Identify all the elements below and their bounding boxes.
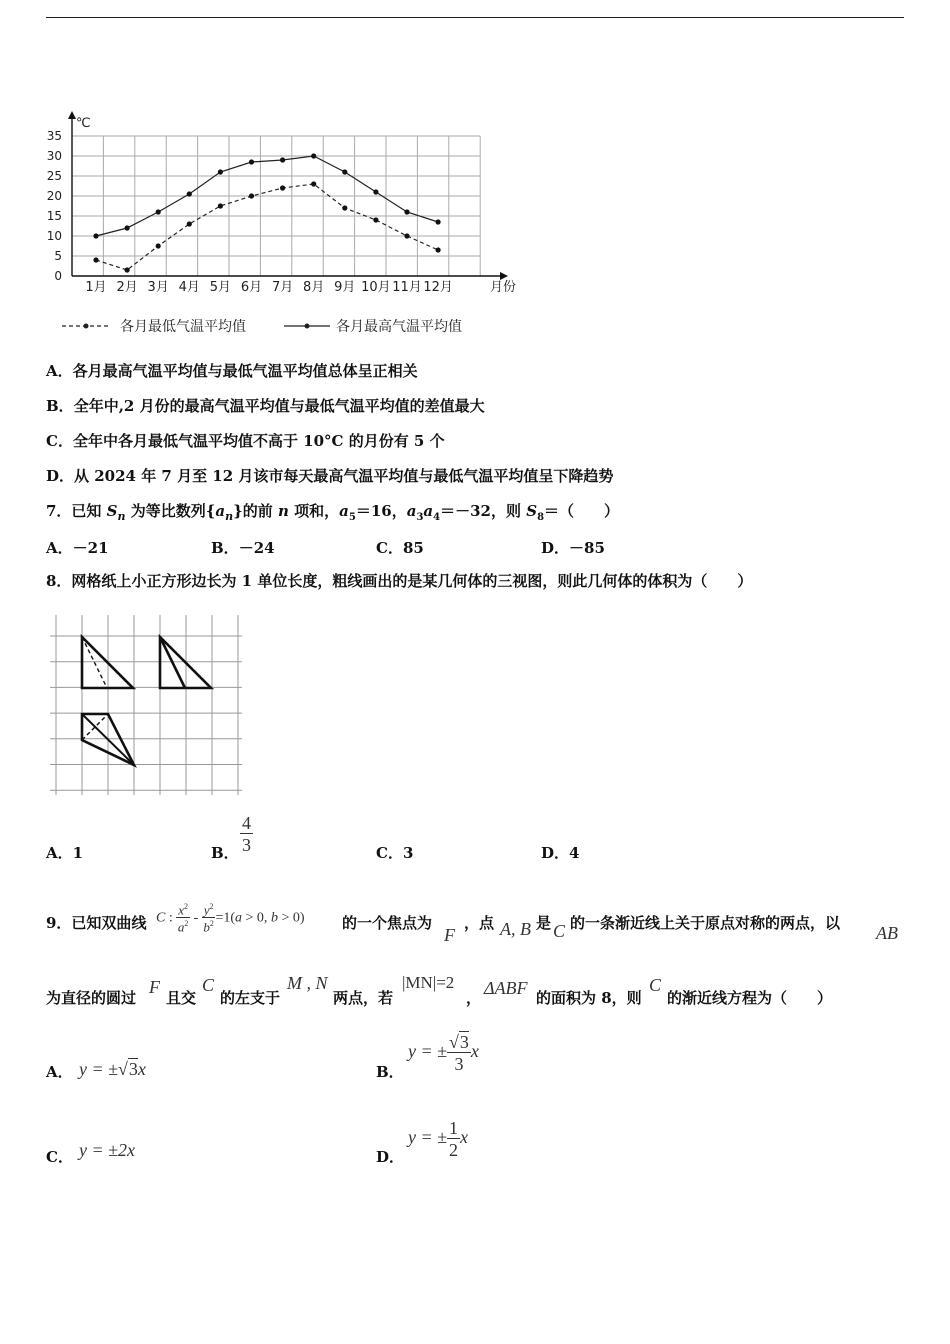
q9-asymptote-c: C (649, 975, 662, 995)
q8-option-b-fraction: $\frac{4}{3}$ (242, 813, 251, 855)
three-view-grid-figure (50, 615, 245, 800)
point-low (280, 185, 285, 190)
q9-option-b-letter: B． (376, 1063, 404, 1081)
x-tick-label: 2月 (116, 280, 138, 295)
q9-intersect-c: C (202, 975, 215, 995)
q9-stem-focus: 的一个焦点为 (342, 914, 433, 932)
q6-option-b: B．全年中,2 月份的最高气温平均值与最低气温平均值的差值最大 (46, 397, 485, 415)
q6-option-d: D．从 2024 年 7 月至 12 月该市每天最高气温平均值与最低气温平均值呈下降趋势 (46, 467, 614, 485)
x-tick-label: 6月 (240, 280, 263, 295)
legend (62, 318, 462, 335)
y-unit-label: ℃ (76, 116, 91, 131)
q7-stem: 7．已知 $S_n$ 为等比数列$\{a_n\}$的前 n 项和，$a_5=16$，$a_3a_4=-32$，则 $S_8=$（ ） (46, 502, 620, 523)
q9-stem-question: 的渐近线方程为（ ） (667, 989, 833, 1007)
y-tick-label: 30 (46, 149, 62, 163)
point-high (404, 209, 409, 214)
point-high (218, 169, 223, 174)
point-high (156, 209, 161, 214)
q9-focus-f: F (444, 925, 455, 945)
q9-option-c-letter: C． (46, 1148, 73, 1166)
header-rule (46, 17, 904, 18)
point-high (311, 153, 316, 158)
point-high (93, 233, 98, 238)
point-high (125, 225, 130, 230)
q8-stem: 8．网格纸上小正方形边长为 1 单位长度，粗线画出的是某几何体的三视图，则此几何体的体积为（ ） (46, 572, 753, 590)
q9-stem-is: 是 (536, 914, 552, 932)
point-high (342, 169, 347, 174)
point-low (436, 247, 441, 252)
q9-stem-start: 9．已知双曲线 (46, 914, 147, 932)
x-tick-label: 7月 (271, 280, 294, 295)
q8-option-a: A．1 (46, 844, 84, 862)
q7-option-b: B．－24 (211, 539, 275, 557)
legend-dashed-marker (84, 324, 89, 329)
q9-stem-left-branch: 的左支于 (220, 989, 281, 1007)
x-tick-label: 11月 (392, 280, 422, 295)
q7-option-a: A．－21 (46, 539, 109, 557)
q7-option-d: D．－85 (541, 539, 605, 557)
q9-curve-c: C (553, 921, 566, 941)
temperature-line-chart (40, 105, 540, 345)
y-tick-label: 15 (46, 209, 62, 223)
q9-option-a-letter: A． (46, 1063, 73, 1081)
q9-points-mn: M , N (287, 973, 328, 993)
x-tick-label: 5月 (209, 280, 232, 295)
x-tick-label: 3月 (147, 280, 169, 295)
point-low (249, 193, 254, 198)
x-tick-label: 1月 (85, 280, 107, 295)
y-axis-arrow (68, 111, 76, 119)
q9-triangle-abf: ΔABF (484, 978, 528, 998)
x-tick-label: 12月 (423, 280, 453, 295)
point-high (249, 159, 254, 164)
x-tick-label: 9月 (334, 280, 356, 295)
q9-passes-f: F (149, 977, 160, 997)
q9-option-a-expr: y = ±√3x (79, 1059, 146, 1079)
x-tick-label: 10月 (361, 280, 391, 295)
q9-stem-two-points: 两点，若 (333, 989, 394, 1007)
q9-option-d-letter: D． (376, 1148, 405, 1166)
point-low (404, 233, 409, 238)
point-low (125, 267, 130, 272)
x-axis-arrow (500, 272, 508, 280)
point-low (187, 221, 192, 226)
y-tick-label: 0 (54, 269, 62, 283)
q9-stem-intersect: 且交 (166, 989, 197, 1007)
q9-stem-asymptote: 的一条渐近线上关于原点对称的两点，以 (570, 914, 841, 932)
q6-option-c: C．全年中各月最低气温平均值不高于 10°C 的月份有 5 个 (46, 432, 445, 450)
legend-label-low: 各月最低气温平均值 (120, 319, 246, 335)
q9-option-c-expr: y = ±2x (79, 1140, 136, 1160)
x-tick-label: 8月 (303, 280, 325, 295)
q9-comma: ， (466, 989, 482, 1007)
q6-option-a: A．各月最高气温平均值与最低气温平均值总体呈正相关 (46, 362, 418, 380)
y-tick-label: 35 (46, 129, 62, 143)
point-high (187, 191, 192, 196)
x-unit-label: 月份 (490, 280, 517, 295)
y-tick-label: 25 (46, 169, 62, 183)
point-low (342, 205, 347, 210)
point-low (93, 257, 98, 262)
point-low (373, 217, 378, 222)
q9-stem-point: ，点 (464, 914, 495, 932)
legend-solid-marker (305, 324, 310, 329)
legend-label-high: 各月最高气温平均值 (336, 319, 462, 335)
q9-option-d-expr: y = ± $\frac{1}{2}$ x (408, 1118, 469, 1160)
point-low (156, 243, 161, 248)
point-high (373, 189, 378, 194)
series-line-low (96, 184, 438, 270)
y-tick-label: 10 (46, 229, 62, 243)
point-low (311, 181, 316, 186)
q9-stem-diameter: 为直径的圆过 (46, 989, 137, 1007)
q9-stem-area: 的面积为 8，则 (536, 989, 642, 1007)
x-tick-label: 4月 (178, 280, 200, 295)
point-low (218, 203, 223, 208)
y-tick-label: 5 (54, 249, 62, 263)
q8-option-b-letter: B． (211, 844, 239, 862)
y-tick-label: 20 (46, 189, 62, 203)
q8-option-c: C．3 (376, 844, 414, 862)
q9-points-ab: A, B (500, 919, 531, 939)
q9-hyperbola-equation: C : $\frac{x^2}{a^2}$ - $\frac{y^2}{b^2}$ =1(a > 0, b > 0) (156, 902, 305, 935)
q8-option-d: D．4 (541, 844, 580, 862)
q9-mn-length: |MN|=2 (402, 973, 455, 992)
point-high (280, 157, 285, 162)
q9-option-b-expr: y = ± $\frac{√3}{3}$ x (408, 1032, 479, 1074)
q7-option-c: C．85 (376, 539, 424, 557)
q9-segment-ab: AB (876, 923, 898, 943)
point-high (436, 219, 441, 224)
